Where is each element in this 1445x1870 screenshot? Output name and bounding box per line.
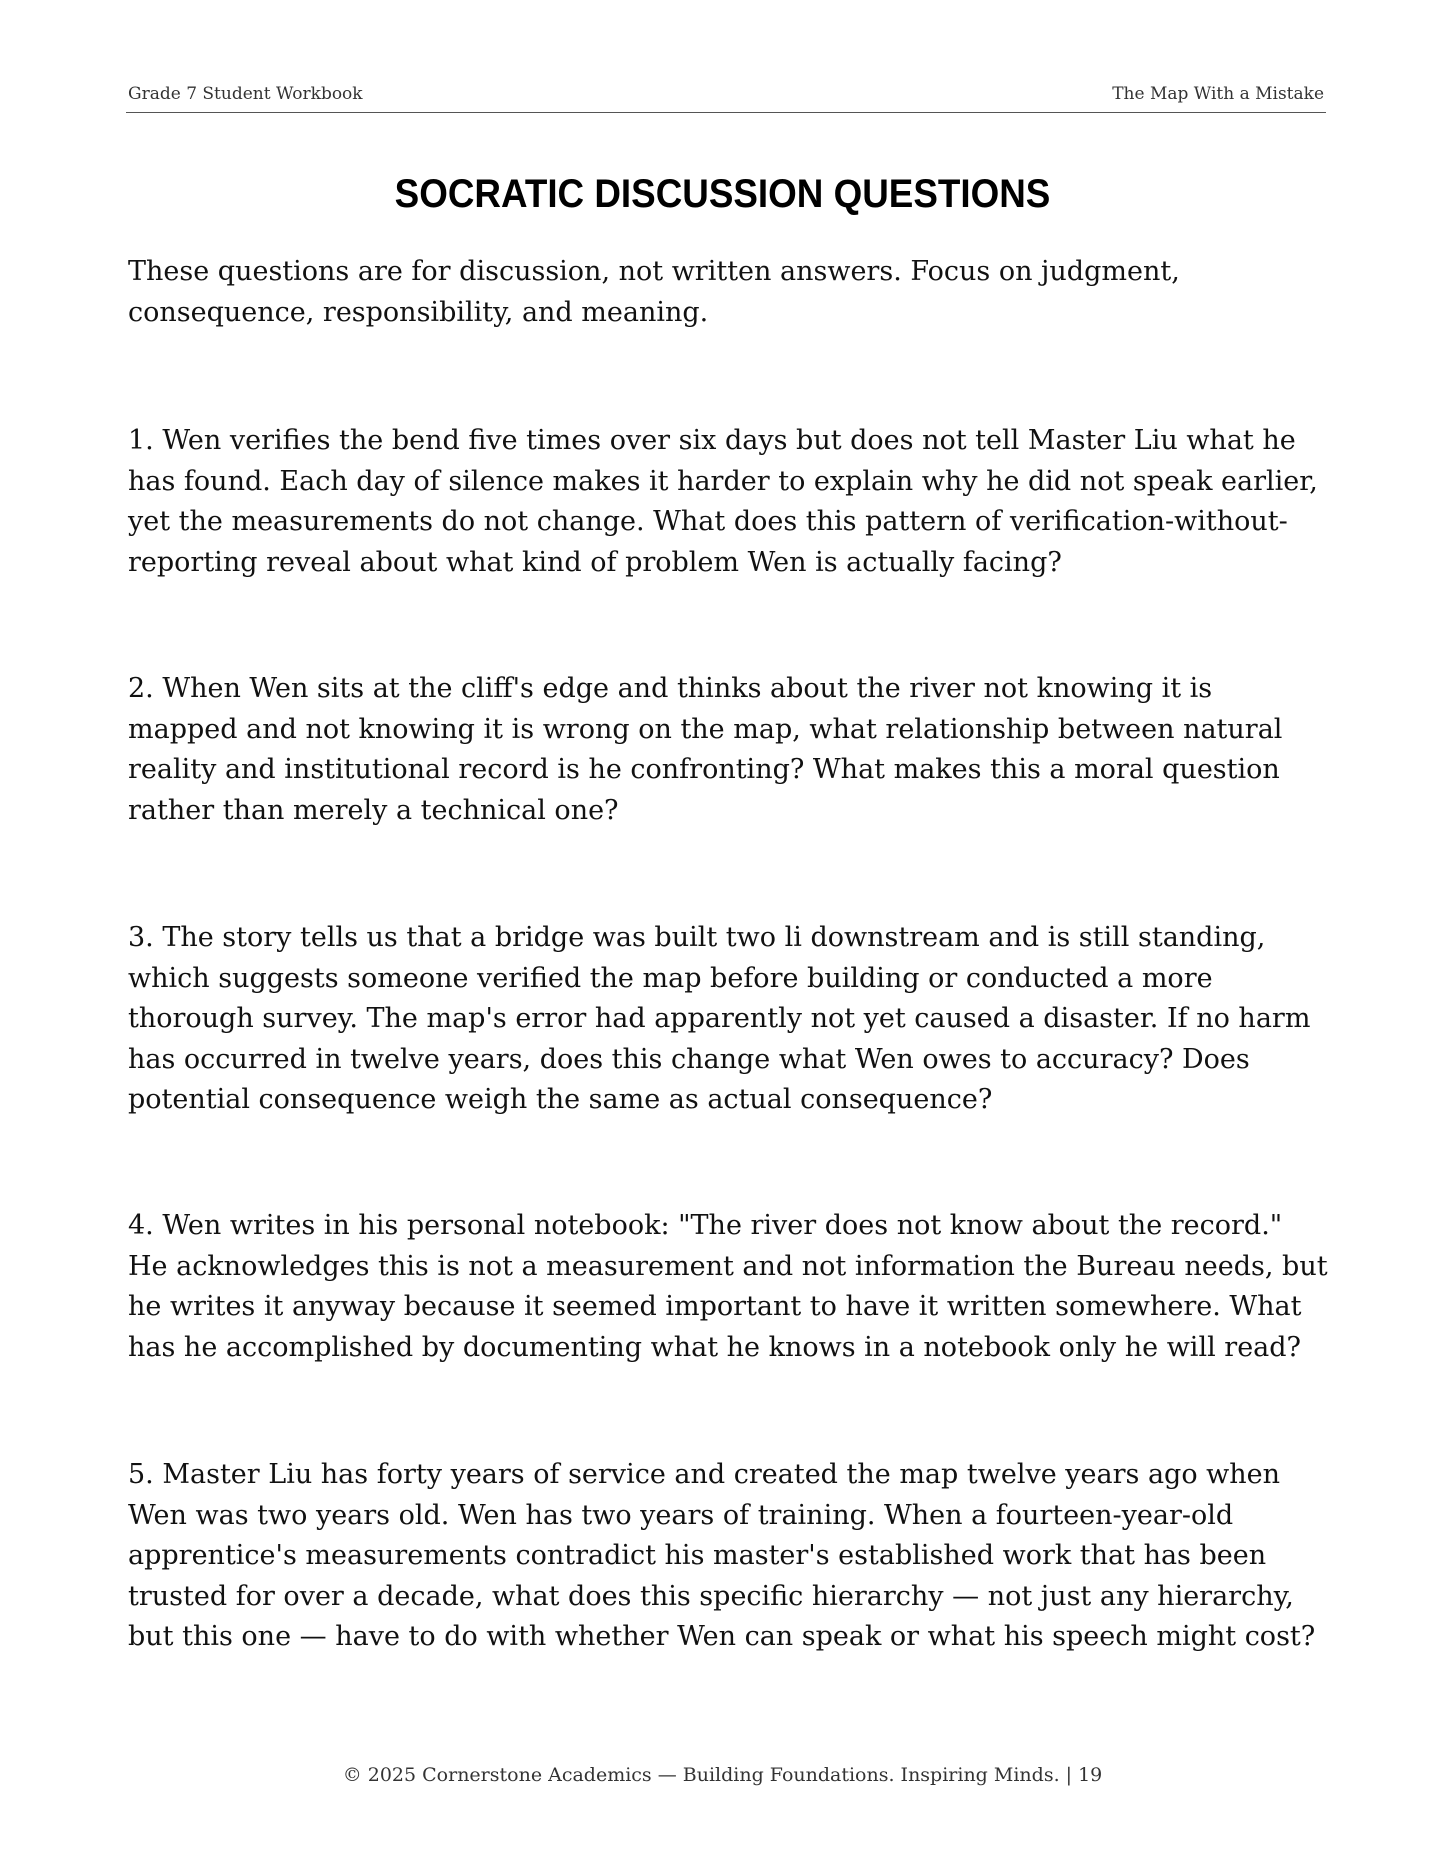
page-header [126, 84, 1326, 113]
discussion-question-3: 3. The story tells us that a bridge was built two li downstream and is still standing, which suggests someone verified the map before building or conducted a more thorough survey. The map's error had apparently not yet caused a disaster. If no harm has occurred in twelve years, does this change what Wen owes to accuracy? Does potential consequence weigh the same as actual consequence? [128, 922, 1311, 1115]
discussion-question-1: 1. Wen verifies the bend five times over six days but does not tell Master Liu what he has found. Each day of silence makes it harder to explain why he did not speak earlier, yet the measurements do not change. What does this pattern of verification-without-reporting reveal about what kind of problem Wen is actually facing? [128, 425, 1318, 578]
page-footer: © 2025 Cornerstone Academics — Building Foundations. Inspiring Minds. | 19 [342, 1764, 1103, 1786]
header-workbook-label: Grade 7 Student Workbook [128, 84, 363, 104]
discussion-question-4: 4. Wen writes in his personal notebook: "The river does not know about the record." He acknowledges this is not a measurement and not information the Bureau needs, but he writes it anyway because it seemed important to have it written somewhere. What has he accomplished by documenting what he knows in a notebook only he will read? [128, 1210, 1328, 1363]
header-story-title: The Map With a Mistake [1112, 84, 1324, 104]
discussion-question-5: 5. Master Liu has forty years of service and created the map twelve years ago when Wen was two years old. Wen has two years of training. When a fourteen-year-old apprentice's measurements contradict his master's established work that has been trusted for over a decade, what does this specific hierarchy — not just any hierarchy, but this one — have to do with whether Wen can speak or what his speech might cost? [128, 1459, 1316, 1652]
intro-paragraph: These questions are for discussion, not written answers. Focus on judgment, consequence, responsibility, and meaning. [128, 256, 1180, 328]
discussion-question-2: 2. When Wen sits at the cliff's edge and thinks about the river not knowing it is mapped and not knowing it is wrong on the map, what relationship between natural reality and institutional record is he confronting? What makes this a moral question rather than merely a technical one? [128, 673, 1283, 826]
page-title: SOCRATIC DISCUSSION QUESTIONS [394, 172, 1051, 216]
